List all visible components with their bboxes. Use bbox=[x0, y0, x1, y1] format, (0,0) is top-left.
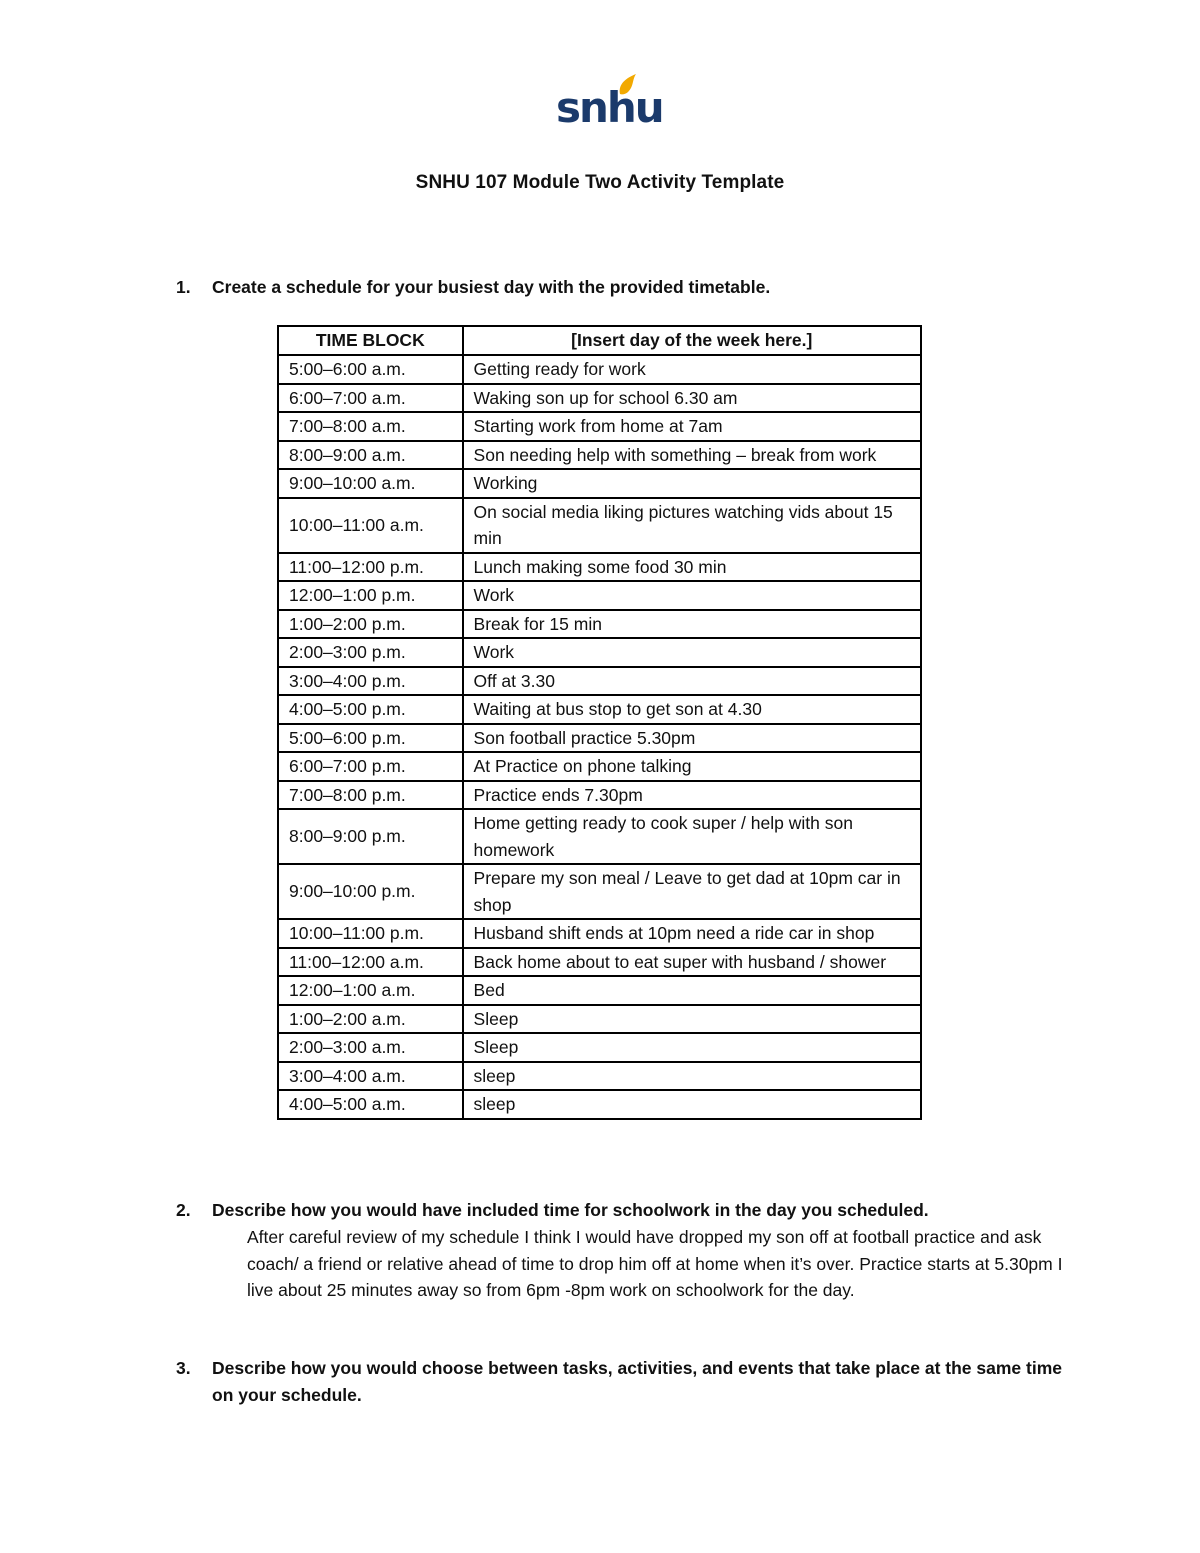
table-row bbox=[278, 864, 921, 919]
time-cell: 2:00–3:00 a.m. bbox=[278, 1033, 463, 1062]
activity-cell: Lunch making some food 30 min bbox=[463, 553, 921, 582]
table-row bbox=[278, 976, 921, 1005]
time-cell: 10:00–11:00 a.m. bbox=[278, 498, 463, 553]
time-cell: 9:00–10:00 a.m. bbox=[278, 469, 463, 498]
table-row bbox=[278, 384, 921, 413]
table-row bbox=[278, 724, 921, 753]
activity-cell: Sleep bbox=[463, 1033, 921, 1062]
table-row bbox=[278, 498, 921, 553]
table-row bbox=[278, 1090, 921, 1119]
question-number: 3. bbox=[176, 1358, 191, 1378]
time-cell: 3:00–4:00 p.m. bbox=[278, 667, 463, 696]
table-row bbox=[278, 355, 921, 384]
activity-cell: sleep bbox=[463, 1062, 921, 1091]
activity-cell: Off at 3.30 bbox=[463, 667, 921, 696]
time-cell: 8:00–9:00 p.m. bbox=[278, 809, 463, 864]
schedule-table bbox=[277, 325, 922, 1120]
question-2 bbox=[176, 1197, 1076, 1224]
time-cell: 11:00–12:00 a.m. bbox=[278, 948, 463, 977]
time-cell: 6:00–7:00 p.m. bbox=[278, 752, 463, 781]
table-row bbox=[278, 1033, 921, 1062]
activity-cell: Work bbox=[463, 581, 921, 610]
time-cell: 11:00–12:00 p.m. bbox=[278, 553, 463, 582]
header-day: [Insert day of the week here.] bbox=[463, 326, 921, 355]
header-time-block: TIME BLOCK bbox=[278, 326, 463, 355]
time-cell: 1:00–2:00 a.m. bbox=[278, 1005, 463, 1034]
question-number: 1. bbox=[176, 277, 191, 297]
question-text: Describe how you would choose between tasks, activities, and events that take place at the same time on your schedule. bbox=[212, 1358, 1063, 1405]
activity-cell: Prepare my son meal / Leave to get dad at 10pm car in shop bbox=[463, 864, 921, 919]
time-cell: 5:00–6:00 p.m. bbox=[278, 724, 463, 753]
activity-cell: Bed bbox=[463, 976, 921, 1005]
table-row bbox=[278, 581, 921, 610]
time-cell: 1:00–2:00 p.m. bbox=[278, 610, 463, 639]
activity-cell: Break for 15 min bbox=[463, 610, 921, 639]
activity-cell: Sleep bbox=[463, 1005, 921, 1034]
document-title: SNHU 107 Module Two Activity Template bbox=[415, 172, 785, 193]
table-row bbox=[278, 441, 921, 470]
time-cell: 12:00–1:00 p.m. bbox=[278, 581, 463, 610]
time-cell: 4:00–5:00 p.m. bbox=[278, 695, 463, 724]
snhu-logo bbox=[556, 74, 663, 132]
time-cell: 9:00–10:00 p.m. bbox=[278, 864, 463, 919]
activity-cell: Son needing help with something – break from work bbox=[463, 441, 921, 470]
time-cell: 10:00–11:00 p.m. bbox=[278, 919, 463, 948]
activity-cell: Back home about to eat super with husband / shower bbox=[463, 948, 921, 977]
activity-cell: Getting ready for work bbox=[463, 355, 921, 384]
table-row bbox=[278, 469, 921, 498]
table-row bbox=[278, 638, 921, 667]
time-cell: 7:00–8:00 p.m. bbox=[278, 781, 463, 810]
time-cell: 7:00–8:00 a.m. bbox=[278, 412, 463, 441]
activity-cell: Husband shift ends at 10pm need a ride car in shop bbox=[463, 919, 921, 948]
activity-cell: Waking son up for school 6.30 am bbox=[463, 384, 921, 413]
table-row bbox=[278, 412, 921, 441]
time-cell: 5:00–6:00 a.m. bbox=[278, 355, 463, 384]
question-text: Create a schedule for your busiest day with the provided timetable. bbox=[212, 277, 771, 297]
table-row bbox=[278, 695, 921, 724]
activity-cell: sleep bbox=[463, 1090, 921, 1119]
table-row bbox=[278, 809, 921, 864]
activity-cell: Waiting at bus stop to get son at 4.30 bbox=[463, 695, 921, 724]
activity-cell: On social media liking pictures watching vids about 15 min bbox=[463, 498, 921, 553]
time-cell: 8:00–9:00 a.m. bbox=[278, 441, 463, 470]
table-header-row bbox=[278, 326, 921, 355]
logo-text: snhu bbox=[556, 83, 663, 132]
activity-cell: Son football practice 5.30pm bbox=[463, 724, 921, 753]
time-cell: 4:00–5:00 a.m. bbox=[278, 1090, 463, 1119]
question-number: 2. bbox=[176, 1200, 191, 1220]
table-row bbox=[278, 610, 921, 639]
table-row bbox=[278, 948, 921, 977]
activity-cell: At Practice on phone talking bbox=[463, 752, 921, 781]
activity-cell: Work bbox=[463, 638, 921, 667]
table-row bbox=[278, 781, 921, 810]
activity-cell: Working bbox=[463, 469, 921, 498]
activity-cell: Practice ends 7.30pm bbox=[463, 781, 921, 810]
schedule-body bbox=[278, 355, 921, 1119]
time-cell: 6:00–7:00 a.m. bbox=[278, 384, 463, 413]
time-cell: 3:00–4:00 a.m. bbox=[278, 1062, 463, 1091]
table-row bbox=[278, 667, 921, 696]
answer-2: After careful review of my schedule I think I would have dropped my son off at football practice and ask coach/ a friend or relative ahead of time to drop him off at home when it’s over. Practice starts at 5.30pm I live about 25 minutes away so from 6pm -8pm work on schoolwork for the day. bbox=[247, 1227, 1063, 1301]
table-row bbox=[278, 752, 921, 781]
table-row bbox=[278, 553, 921, 582]
time-cell: 2:00–3:00 p.m. bbox=[278, 638, 463, 667]
table-row bbox=[278, 1062, 921, 1091]
activity-cell: Home getting ready to cook super / help with son homework bbox=[463, 809, 921, 864]
question-3 bbox=[176, 1355, 1076, 1409]
question-1 bbox=[176, 274, 1076, 301]
activity-cell: Starting work from home at 7am bbox=[463, 412, 921, 441]
question-text: Describe how you would have included time for schoolwork in the day you scheduled. bbox=[212, 1200, 929, 1220]
table-row bbox=[278, 1005, 921, 1034]
table-row bbox=[278, 919, 921, 948]
time-cell: 12:00–1:00 a.m. bbox=[278, 976, 463, 1005]
